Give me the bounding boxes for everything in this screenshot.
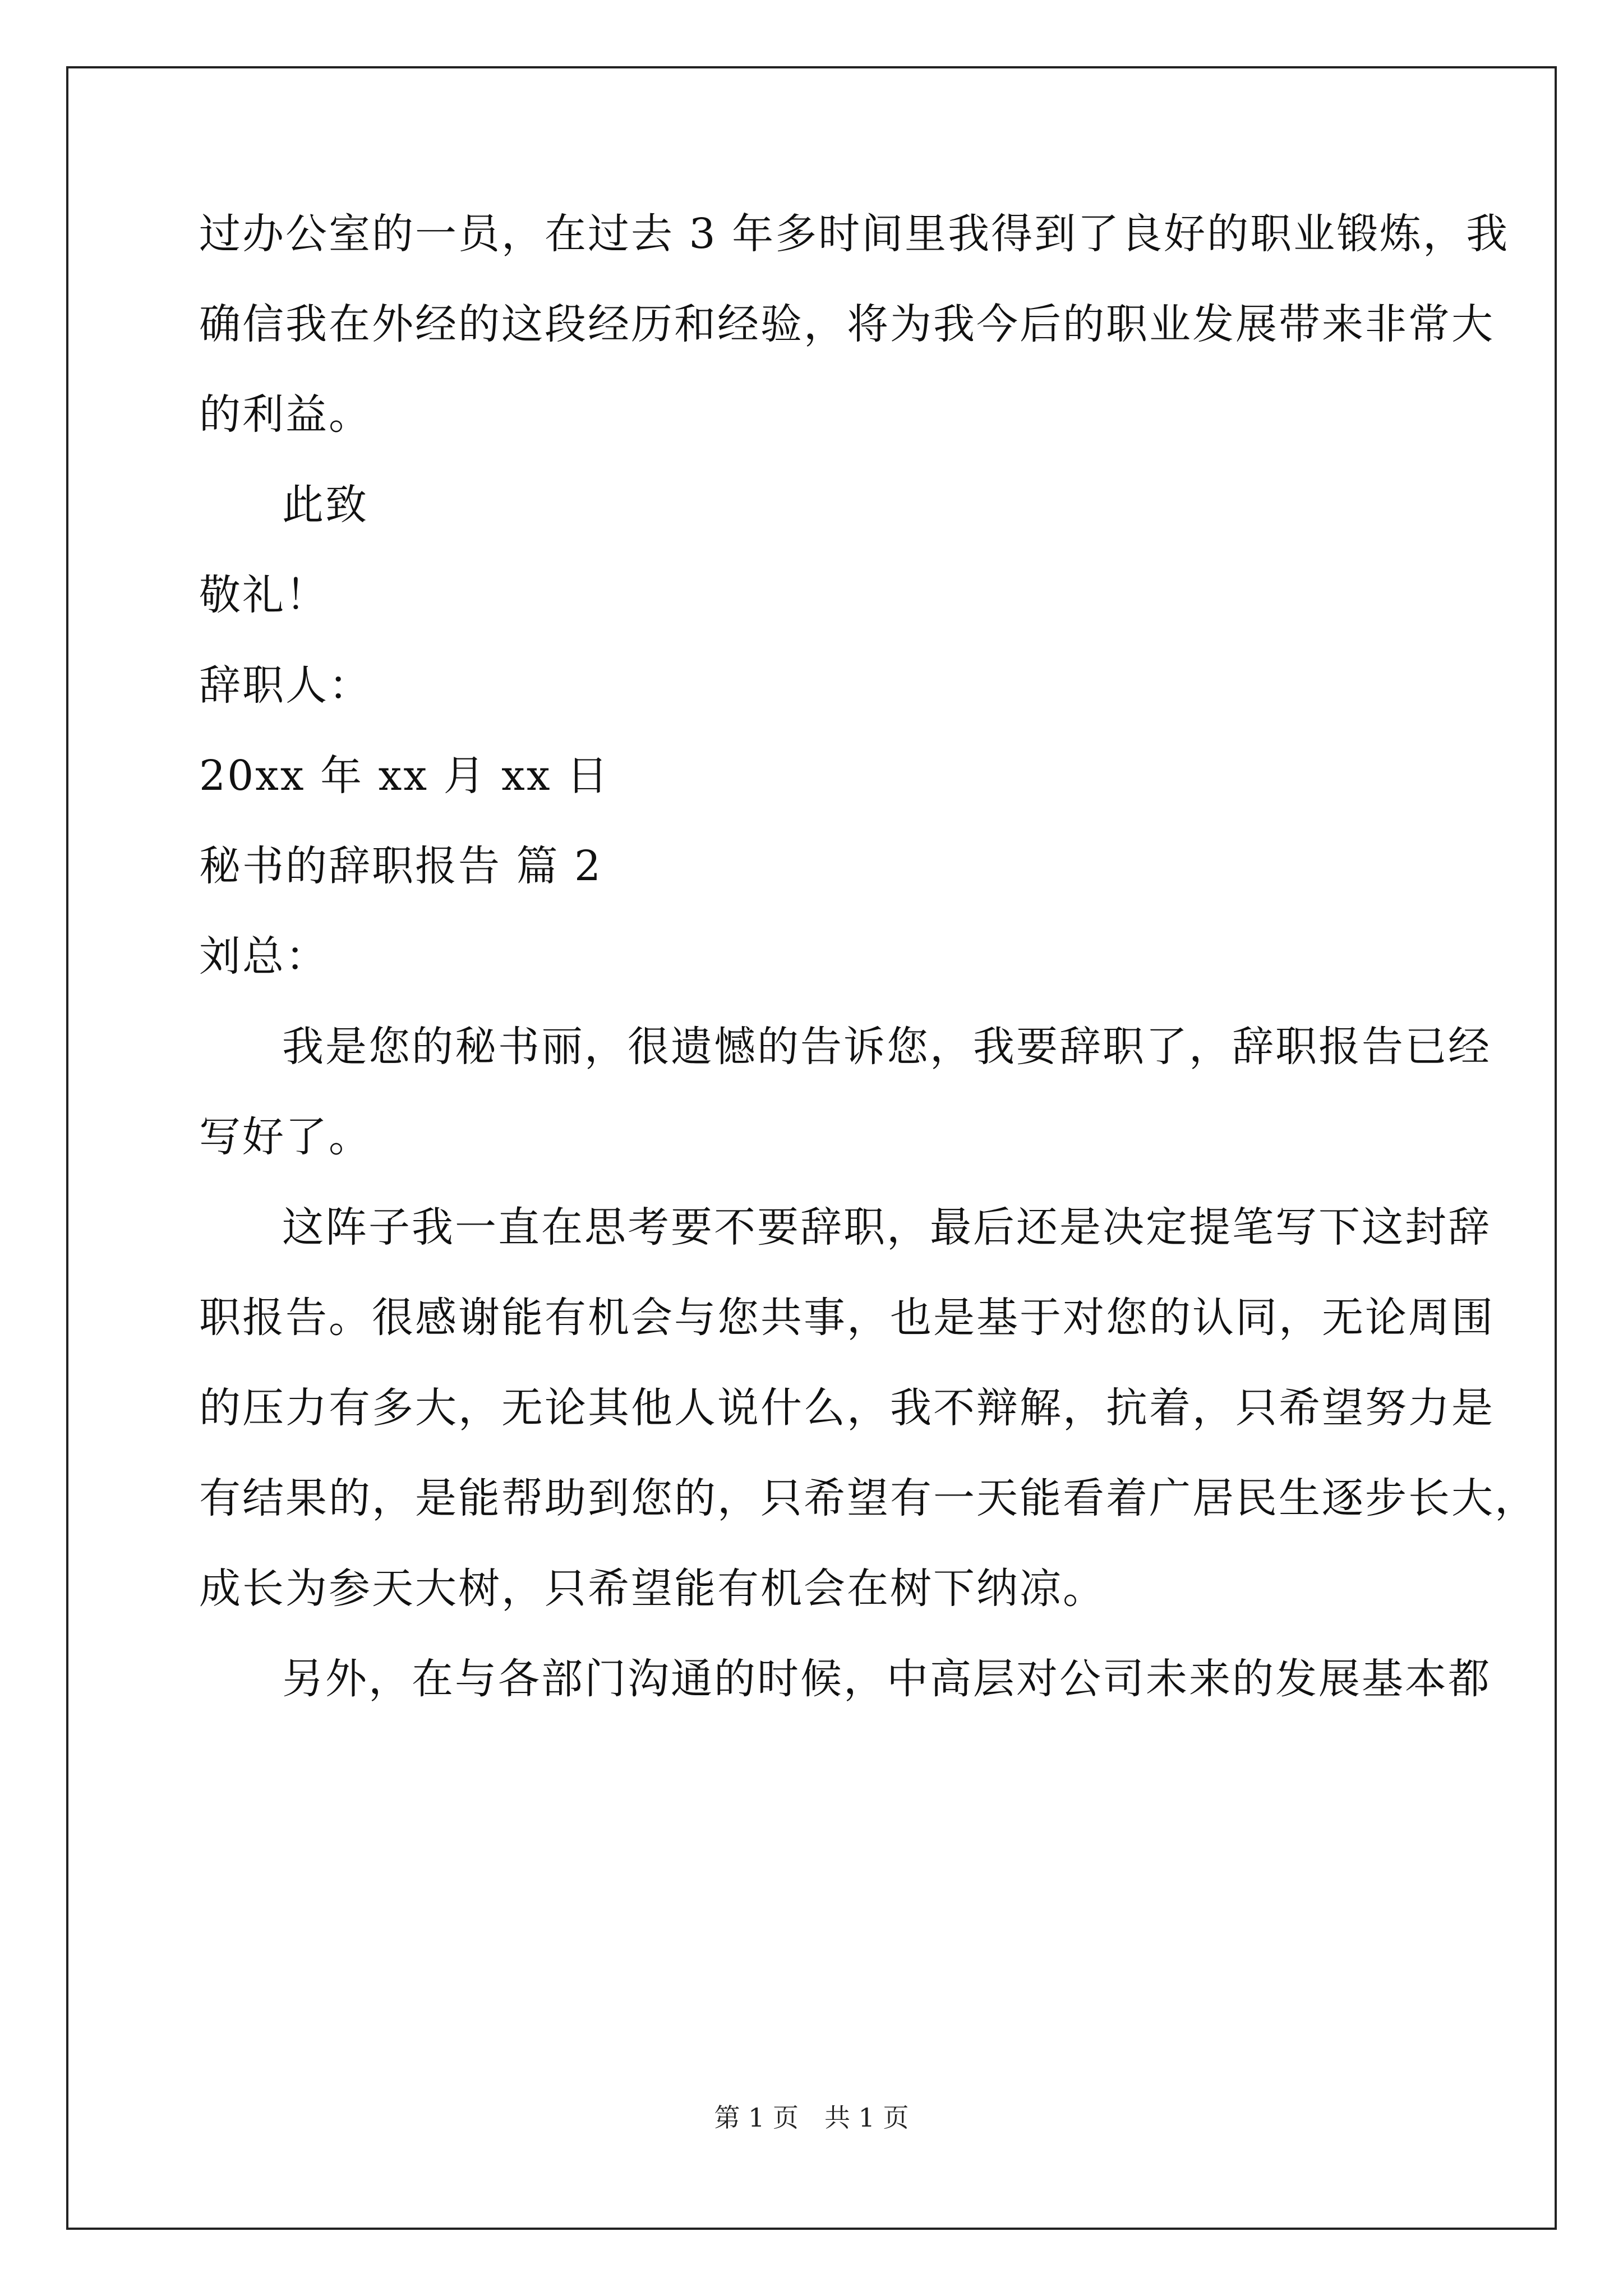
body-line-15: 有结果的，是能帮助到您的，只希望有一天能看着广居民生逐步长大，: [199, 1474, 1538, 1522]
body-line-10: 我是您的秘书丽，很遗憾的告诉您，我要辞职了，辞职报告已经: [282, 1023, 1491, 1071]
body-line-17: 另外，在与各部门沟通的时候，中高层对公司未来的发展基本都: [282, 1655, 1491, 1703]
section-title: 秘书的辞职报告 篇 2: [199, 842, 603, 890]
body-line-16: 成长为参天大树，只希望能有机会在树下纳凉。: [199, 1565, 1106, 1613]
resigner-label: 辞职人：: [199, 661, 372, 710]
body-line-11: 写好了。: [199, 1113, 372, 1161]
closing-regards: 敬礼！: [199, 571, 329, 619]
body-line-12: 这阵子我一直在思考要不要辞职，最后还是决定提笔写下这封辞: [282, 1203, 1491, 1251]
closing-salutation: 此致: [282, 481, 368, 529]
date-line: 20xx 年 xx 月 xx 日: [199, 752, 610, 800]
body-line-14: 的压力有多大，无论其他人说什么，我不辩解，抗着，只希望努力是: [199, 1384, 1495, 1432]
body-line-13: 职报告。很感谢能有机会与您共事，也是基于对您的认同，无论周围: [199, 1294, 1495, 1342]
page-footer: 第 1 页 共 1 页: [714, 2102, 909, 2133]
body-line-2: 确信我在外经的这段经历和经验，将为我今后的职业发展带来非常大: [199, 300, 1495, 348]
recipient-greeting: 刘总：: [199, 932, 329, 981]
body-line-3: 的利益。: [199, 390, 372, 439]
body-line-1: 过办公室的一员，在过去 3 年多时间里我得到了良好的职业锻炼，我: [199, 210, 1510, 258]
